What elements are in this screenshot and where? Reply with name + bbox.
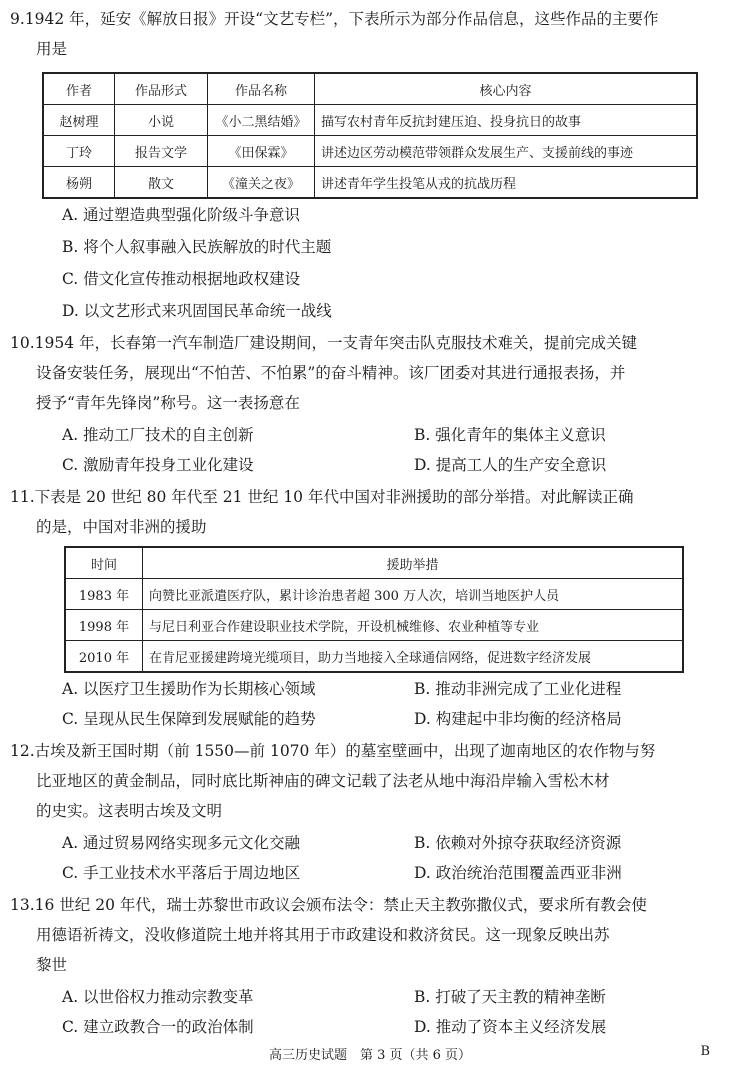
- question-12: [0, 736, 740, 826]
- option-c[interactable]: C. 呈现从民生保障到发展赋能的趋势: [62, 710, 316, 728]
- table-header-cell: 核心内容: [315, 73, 698, 105]
- table-header-cell: 作品名称: [208, 73, 315, 105]
- aid-table: [64, 546, 684, 673]
- table-row: [43, 167, 697, 199]
- table-cell: 《潼关之夜》: [208, 167, 315, 199]
- table-cell: 在肯尼亚援建跨境光缆项目，助力当地接入全球通信网络，促进数字经济发展: [143, 641, 684, 673]
- table-cell: 描写农村青年反抗封建压迫、投身抗日的故事: [315, 105, 698, 136]
- option-c[interactable]: C. 手工业技术水平落后于周边地区: [62, 864, 301, 882]
- question-number: 13.: [10, 896, 35, 914]
- table-header-cell: 作者: [43, 73, 115, 105]
- table-cell: 向赞比亚派遣医疗队，累计诊治患者超 300 万人次，培训当地医护人员: [143, 579, 684, 610]
- table-row: [65, 610, 683, 641]
- table-row: [43, 136, 697, 167]
- table-cell: 1983 年: [65, 579, 143, 610]
- table-row: [65, 579, 683, 610]
- question-number: 11.: [10, 488, 35, 506]
- question-10: [0, 328, 740, 418]
- question-10-stem: 10.1954 年，长春第一汽车制造厂建设期间，一支青年突击队克服技术难关，提前完成关键 设备安装任务，展现出“不怕苦、不怕累”的奋斗精神。该厂团委对其进行通报表扬，并 授予“青年先锋岗”称号。这一表扬意在: [0, 328, 740, 418]
- question-9-stem: 9.1942 年，延安《解放日报》开设“文艺专栏”，下表所示为部分作品信息，这些作品的主要作 用是: [0, 4, 740, 64]
- question-number: 12.: [10, 742, 35, 760]
- table-cell: 《小二黑结婚》: [208, 105, 315, 136]
- table-cell: 1998 年: [65, 610, 143, 641]
- option-a[interactable]: A. 通过贸易网络实现多元文化交融: [62, 834, 301, 852]
- table-cell: 杨朔: [43, 167, 115, 199]
- table-cell: 丁玲: [43, 136, 115, 167]
- option-d[interactable]: D. 政治统治范围覆盖西亚非洲: [414, 864, 622, 882]
- option-d[interactable]: D. 推动了资本主义经济发展: [414, 1018, 607, 1036]
- question-11: [0, 482, 740, 542]
- option-a[interactable]: A. 推动工厂技术的自主创新: [62, 426, 254, 444]
- table-row: [43, 105, 697, 136]
- page-number: 高三历史试题 第 3 页（共 6 页）: [268, 1048, 472, 1063]
- option-b[interactable]: B. 依赖对外掠夺获取经济资源: [414, 834, 622, 852]
- table-header-row: [43, 73, 697, 105]
- option-c[interactable]: C. 激励青年投身工业化建设: [62, 456, 254, 474]
- option-c[interactable]: C. 借文化宣传推动根据地政权建设: [62, 270, 301, 288]
- question-13-stem: 13.16 世纪 20 年代，瑞士苏黎世市政议会颁布法令：禁止天主教弥撒仪式，要求所有教会使 用德语祈祷文，没收修道院土地并将其用于市政建设和救济贫民。这一现象反映出苏 黎世: [0, 890, 740, 980]
- option-a[interactable]: A. 以世俗权力推动宗教变革: [62, 988, 254, 1006]
- works-table: [42, 72, 698, 199]
- table-cell: 报告文学: [115, 136, 208, 167]
- table-row: [65, 641, 683, 673]
- table-header-row: [65, 547, 683, 579]
- question-11-stem: 11.下表是 20 世纪 80 年代至 21 世纪 10 年代中国对非洲援助的部分举措。对此解读正确 的是，中国对非洲的援助: [0, 482, 740, 542]
- question-number: 9.: [10, 10, 25, 28]
- table-cell: 讲述青年学生投笔从戎的抗战历程: [315, 167, 698, 199]
- option-c[interactable]: C. 建立政教合一的政治体制: [62, 1018, 254, 1036]
- table-header-cell: 援助举措: [143, 547, 684, 579]
- table-cell: 《田保霖》: [208, 136, 315, 167]
- table-header-cell: 作品形式: [115, 73, 208, 105]
- table-cell: 讲述边区劳动模范带领群众发展生产、支援前线的事迹: [315, 136, 698, 167]
- paper-version-tag: B: [700, 1044, 710, 1059]
- option-d[interactable]: D. 构建起中非均衡的经济格局: [414, 710, 622, 728]
- option-b[interactable]: B. 强化青年的集体主义意识: [414, 426, 606, 444]
- option-a[interactable]: A. 通过塑造典型强化阶级斗争意识: [62, 206, 301, 224]
- option-d[interactable]: D. 提高工人的生产安全意识: [414, 456, 607, 474]
- table-cell: 2010 年: [65, 641, 143, 673]
- option-a[interactable]: A. 以医疗卫生援助作为长期核心领域: [62, 680, 316, 698]
- table-header-cell: 时间: [65, 547, 143, 579]
- table-cell: 与尼日利亚合作建设职业技术学院，开设机械维修、农业种植等专业: [143, 610, 684, 641]
- table-cell: 散文: [115, 167, 208, 199]
- option-d[interactable]: D. 以文艺形式来巩固国民革命统一战线: [62, 302, 332, 320]
- question-9: [0, 4, 740, 64]
- question-number: 10.: [10, 334, 35, 352]
- table-cell: 小说: [115, 105, 208, 136]
- option-b[interactable]: B. 打破了天主教的精神垄断: [414, 988, 606, 1006]
- option-b[interactable]: B. 将个人叙事融入民族解放的时代主题: [62, 238, 332, 256]
- question-12-stem: 12.古埃及新王国时期（前 1550—前 1070 年）的墓室壁画中，出现了迦南地区的农作物与努 比亚地区的黄金制品，同时底比斯神庙的碑文记载了法老从地中海沿岸输入雪松木材 的史实。这表明古埃及文明: [0, 736, 740, 826]
- table-cell: 赵树理: [43, 105, 115, 136]
- question-13: [0, 890, 740, 980]
- option-b[interactable]: B. 推动非洲完成了工业化进程: [414, 680, 622, 698]
